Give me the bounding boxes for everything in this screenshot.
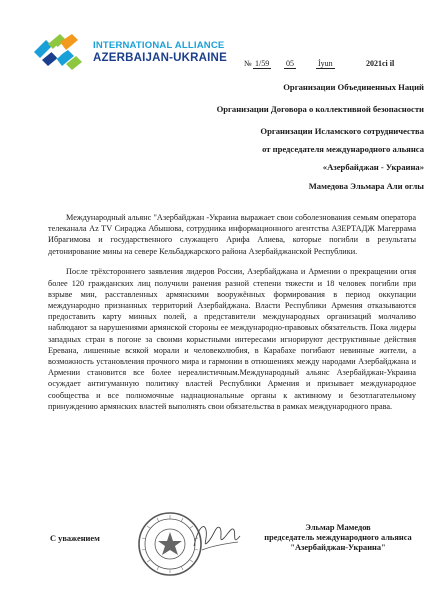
- sender-org: «Азербайджан - Украина»: [322, 162, 424, 172]
- document-month: İyun: [318, 59, 333, 68]
- addressee-un: Организации Объединенных Наций: [283, 82, 424, 92]
- sender-title: от председателя международного альянса: [262, 144, 424, 154]
- number-prefix: №: [244, 59, 252, 68]
- closing-regards: С уважением: [50, 534, 100, 543]
- document-number-date: [244, 59, 424, 73]
- signature-icon: [188, 516, 246, 556]
- letter-body: [48, 212, 416, 422]
- signer-name: Эльмар Мамедов: [305, 523, 371, 532]
- org-name-line2: AZERBAIJAN-UKRAINE: [93, 52, 227, 64]
- document-number: 1/59: [255, 59, 270, 68]
- org-name-line1: INTERNATIONAL ALLIANCE: [93, 40, 225, 51]
- addressee-csto: Организации Договора о коллективной безопасности: [216, 104, 424, 114]
- body-paragraph: После трёхстороннего заявления лидеров России, Азербайджана и Армении о прекращении огня более 120 гражданских лиц получили ранения разной степени тяжести и 18 человек погибли при взрыве мин, расставленных армянскими вооружённых формирования в период оккупации международно признанных территорий Азербайджана. Власти Республики Армения отказываются предоставить карту минных полей, а представители международных организаций молчаливо наблюдают за нарушениями армянской стороны ее международно-правовых обязательств. Пока лидеры западных стран в погоне за своими корыстными интересами игнорируют деструктивные действия Еревана, лишенные всякой морали и человеколюбия, в Карабахе погибают невинные жители, а возможность установления прочного мира и гармонии в отношениях между народами Азербайджана и Армении становится все более нереалистичным.Международный альянс Азербайджан-Украина осуждает антигуманную политику властей Республики Армения и призывает международное сообщества и все полномочные наднациональные органы к активному и безотлагательному принуждению армянских властей выполнять свои обязательства в рамках международного права.: [48, 267, 416, 411]
- signer-title: председатель международного альянса: [264, 533, 412, 542]
- document-day: 05: [286, 59, 294, 68]
- document-year: 2021ci il: [366, 59, 395, 68]
- signature-block: [253, 523, 423, 553]
- body-paragraph: Международный альянс "Азербайджан -Украина выражает свои соболезнования семьям оператора телеканала Az TV Сираджа Абышова, сотрудника информационного агентства АЗЕРТАДЖ Магеррама Ибрагимова и государственного служащего Арифа Алиева, которые погибли в результаты детонирование мины на севере Кельбаджарского района Азербайджанской Республики.: [48, 213, 416, 256]
- sender-name: Мамедова Эльмара Али оглы: [308, 181, 424, 191]
- addressee-oic: Организации Исламского сотрудничества: [260, 126, 424, 136]
- signer-org: "Азербайджан-Украина": [290, 543, 386, 552]
- alliance-logo-icon: [30, 30, 88, 74]
